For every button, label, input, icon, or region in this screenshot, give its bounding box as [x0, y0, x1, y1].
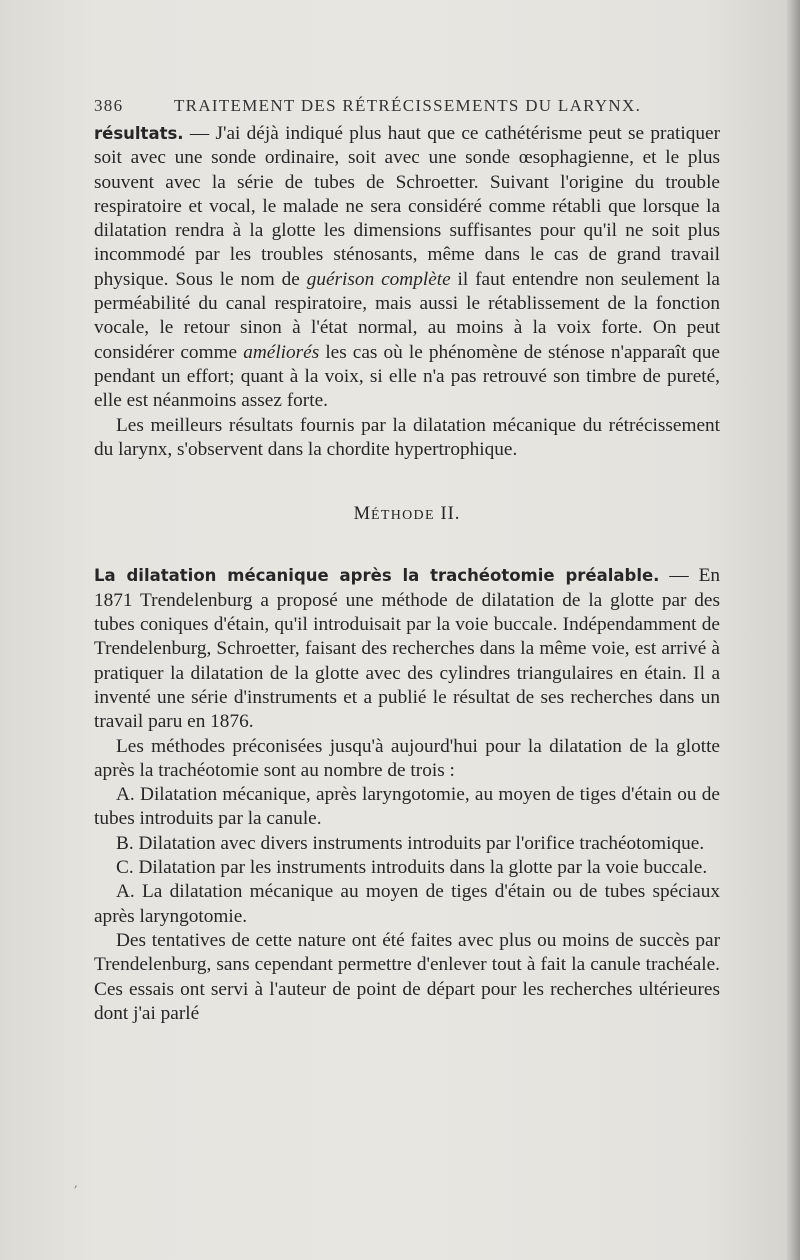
- paragraph-attempts: Des tentatives de cette nature ont été faites avec plus ou moins de succès par Trendelenburg, sans cependant permettre d'enlever tout à fait la canule trachéale. Ces essais ont servi à l'auteur de point de départ pour les recherches ultérieures dont j'ai parlé: [94, 929, 720, 1024]
- lead-dilatation: La dilatation mécanique après la trachéotomie préalable.: [94, 566, 660, 586]
- heading-smallcaps: ÉTHODE: [371, 508, 435, 524]
- text-run: — En 1871 Trendelenburg a proposé une méthode de dilatation de la glotte par des tubes coniques d'étain, qu'il introduisait par la voie buccale. Indépendamment de Trendelenburg, Schroetter, faisant des recherches dans la même voie, est arrivé à pratiquer la dilatation de la glotte avec des cylindres triangulaires en étain. Il a inventé une série d'instruments et a publié le résultat de ses recherches dans un travail paru en 1876.: [94, 565, 720, 733]
- list-item-c: C. Dilatation par les instruments introduits dans la glotte par la voie buccale.: [116, 857, 708, 879]
- subheading-a: A. La dilatation mécanique au moyen de tiges d'étain ou de tubes spéciaux après laryngotomie.: [94, 881, 720, 927]
- italic-ameliores: améliorés: [243, 341, 320, 363]
- stray-mark: ,: [74, 1176, 78, 1190]
- heading-number: II.: [434, 504, 461, 525]
- page-number: 386: [94, 96, 124, 115]
- paragraph-method: [94, 564, 720, 734]
- paragraph-best-results: Les meilleurs résultats fournis par la dilatation mécanique du rétrécissement du larynx, s'observent dans la chordite hypertrophique.: [94, 414, 720, 460]
- paragraph-results: [94, 122, 720, 414]
- text-run: — J'ai déjà indiqué plus haut que ce cathétérisme peut se pratiquer soit avec une sonde ordinaire, soit avec une sonde œsophagienne, et le plus souvent avec la série de tubes de Schroetter. Suivant l'origine du trouble respiratoire et vocal, le malade ne sera considéré comme rétabli que lorsque la dilatation rendra à la glotte les dimensions suffisantes pour qu'il ne soit plus incommodé par les troubles sténosants, même dans le cas de grand travail physique. Sous le nom de: [94, 123, 720, 290]
- body-text: [94, 122, 720, 1026]
- text-run: les cas où le phénomène de sténose n'apparaît que pendant un effort; quant à la voix, si elle n'a pas retrouvé son timbre de pureté, elle est néanmoins assez forte.: [94, 341, 720, 412]
- page-edge-shadow: [786, 0, 800, 1260]
- italic-guerison: guérison complète: [306, 268, 451, 290]
- lead-results: résultats.: [94, 124, 184, 143]
- running-title: TRAITEMENT DES RÉTRÉCISSEMENTS DU LARYNX.: [174, 96, 642, 115]
- paragraph-methods-three: Les méthodes préconisées jusqu'à aujourd'hui pour la dilatation de la glotte après la trachéotomie sont au nombre de trois :: [94, 735, 720, 781]
- method-heading: [94, 502, 720, 528]
- text-run: il faut entendre non seulement la perméabilité du canal respiratoire, mais aussi le rétablissement de la fonction vocale, le retour sinon à l'état normal, au moins à la voix forte. On peut considérer comme: [94, 268, 720, 363]
- running-header: [94, 96, 704, 116]
- list-item-b: B. Dilatation avec divers instruments introduits par l'orifice trachéotomique.: [116, 832, 705, 854]
- list-item-a: A. Dilatation mécanique, après laryngotomie, au moyen de tiges d'étain ou de tubes introduits par la canule.: [94, 784, 720, 830]
- heading-initial: M: [353, 504, 372, 525]
